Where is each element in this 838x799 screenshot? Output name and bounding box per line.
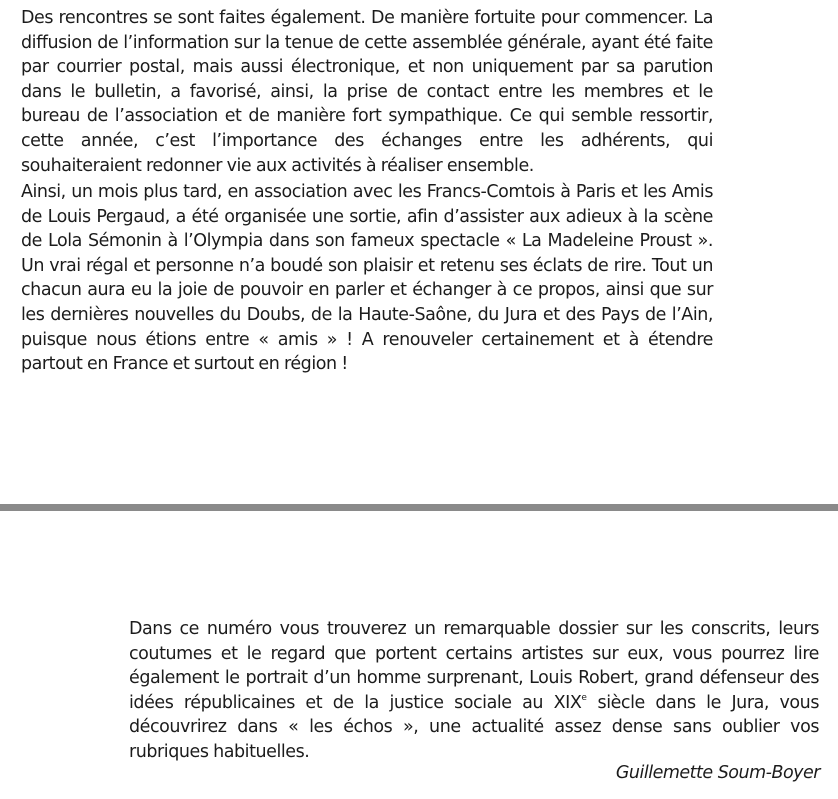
editorial-paragraph bbox=[129, 617, 819, 765]
century-superscript: e bbox=[581, 692, 587, 703]
editorial-text-after-century: siècle dans le Jura, vous découvrirez dans « les échos », une actualité assez dense sans oublier vos rubriques habituelles. bbox=[129, 692, 819, 762]
article-paragraph-1: Des rencontres se sont faites également. De manière fortuite pour commencer. La diffusion de l’information sur la tenue de cette assemblée générale, ayant été faite par courrier postal, mais aussi électronique, et non uniquement par sa parution dans le bulletin, a favorisé, ainsi, la prise de contact entre les membres et le bureau de l’association et de manière fort sympathique. Ce qui semble ressortir, cette année, c’est l’importance des échanges entre les adhérents, qui souhaiteraient redonner vie aux activités à réaliser ensemble. bbox=[21, 8, 713, 176]
editorial-text-before-century: Dans ce numéro vous trouverez un remarquable dossier sur les conscrits, leurs coutumes et le regard que portent certains artistes sur eux, vous pourrez lire également le portrait d’un homme surprenant, Louis Robert, grand défenseur des idées républicaines et de la justice sociale au XIX bbox=[129, 619, 819, 713]
article-paragraph-2: Ainsi, un mois plus tard, en association avec les Francs-Comtois à Paris et les Amis de Louis Pergaud, a été organisée une sortie, afin d’assister aux adieux à la scène de Lola Sémonin à l’Olympia dans son fameux spectacle « La Madeleine Proust ». Un vrai régal et personne n’a boudé son plaisir et retenu ses éclats de rire. Tout un chacun aura eu la joie de pouvoir en parler et échanger à ce propos, ainsi que sur les dernières nouvelles du Doubs, de la Haute-Saône, du Jura et des Pays de l’Ain, puisque nous étions entre « amis » ! A renouveler certainement et à étendre partout en France et surtout en région ! bbox=[21, 182, 713, 375]
section-divider bbox=[0, 504, 838, 511]
author-signature: Guillemette Soum-Boyer bbox=[615, 763, 820, 783]
